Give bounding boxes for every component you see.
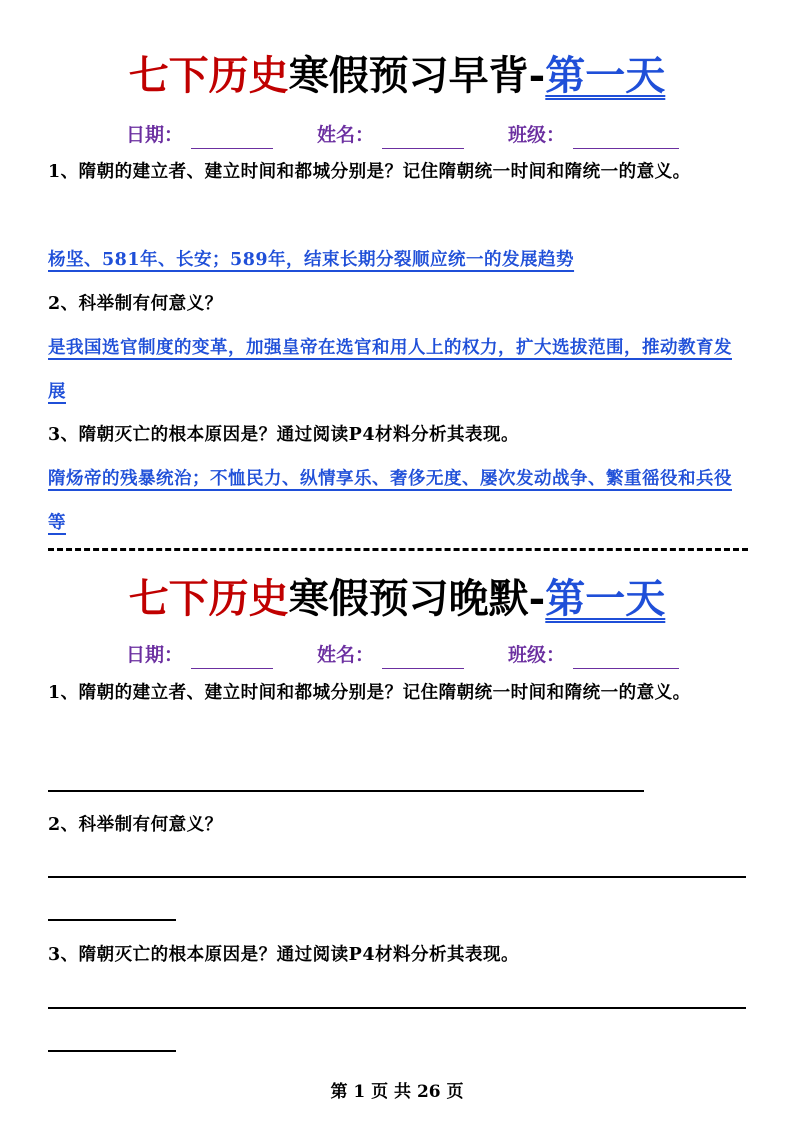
evening-question-3: 3、隋朝灭亡的根本原因是？通过阅读P4材料分析其表现。 <box>48 945 520 965</box>
answer-2-text: 是我国选官制度的变革，加强皇帝在选官和用人上的权力，扩大选拔范围，推动教育发展 <box>48 338 732 402</box>
morning-answer-3 <box>48 457 748 545</box>
title-day: 第一天 <box>545 52 666 99</box>
evening-name-field[interactable] <box>317 641 464 669</box>
title-day: 第一天 <box>545 575 666 622</box>
evening-class-field[interactable] <box>508 641 679 669</box>
answer-line-3b[interactable] <box>48 1050 176 1052</box>
answer-line-3a[interactable] <box>48 1007 746 1009</box>
morning-answer-1 <box>48 238 748 282</box>
section-divider <box>48 548 748 551</box>
class-label: 班级： <box>508 644 566 666</box>
morning-class-field[interactable] <box>508 121 679 149</box>
morning-answer-2 <box>48 326 748 414</box>
class-label: 班级： <box>508 124 566 146</box>
name-blank[interactable] <box>382 648 464 669</box>
name-label: 姓名： <box>317 644 375 666</box>
date-blank[interactable] <box>191 128 273 149</box>
evening-title <box>0 573 794 625</box>
answer-line-2a[interactable] <box>48 876 746 878</box>
evening-question-1: 1、隋朝的建立者、建立时间和都城分别是？记住隋朝统一时间和隋统一的意义。 <box>48 683 691 703</box>
answer-1-text: 杨坚、581年、长安；589年，结束长期分裂顺应统一的发展趋势 <box>48 250 575 270</box>
title-subject: 七下历史 <box>128 52 289 99</box>
page-number: 第 1 页 共 26 页 <box>330 1082 464 1102</box>
title-main: 寒假预习早背- <box>288 52 546 99</box>
evening-date-field[interactable] <box>126 641 273 669</box>
name-label: 姓名： <box>317 124 375 146</box>
answer-line-2b[interactable] <box>48 919 176 921</box>
date-label: 日期： <box>126 644 184 666</box>
class-blank[interactable] <box>573 648 679 669</box>
morning-question-2: 2、科举制有何意义？ <box>48 294 223 314</box>
morning-title <box>0 50 794 102</box>
title-subject: 七下历史 <box>128 575 289 622</box>
date-blank[interactable] <box>191 648 273 669</box>
name-blank[interactable] <box>382 128 464 149</box>
answer-line-1[interactable] <box>48 790 644 792</box>
morning-name-field[interactable] <box>317 121 464 149</box>
answer-3-text: 隋炀帝的残暴统治；不恤民力、纵情享乐、奢侈无度、屡次发动战争、繁重徭役和兵役等 <box>48 469 732 533</box>
class-blank[interactable] <box>573 128 679 149</box>
evening-question-2: 2、科举制有何意义？ <box>48 815 223 835</box>
morning-question-3: 3、隋朝灭亡的根本原因是？通过阅读P4材料分析其表现。 <box>48 425 520 445</box>
date-label: 日期： <box>126 124 184 146</box>
morning-date-field[interactable] <box>126 121 273 149</box>
title-main: 寒假预习晚默- <box>288 575 546 622</box>
morning-question-1: 1、隋朝的建立者、建立时间和都城分别是？记住隋朝统一时间和隋统一的意义。 <box>48 162 691 182</box>
